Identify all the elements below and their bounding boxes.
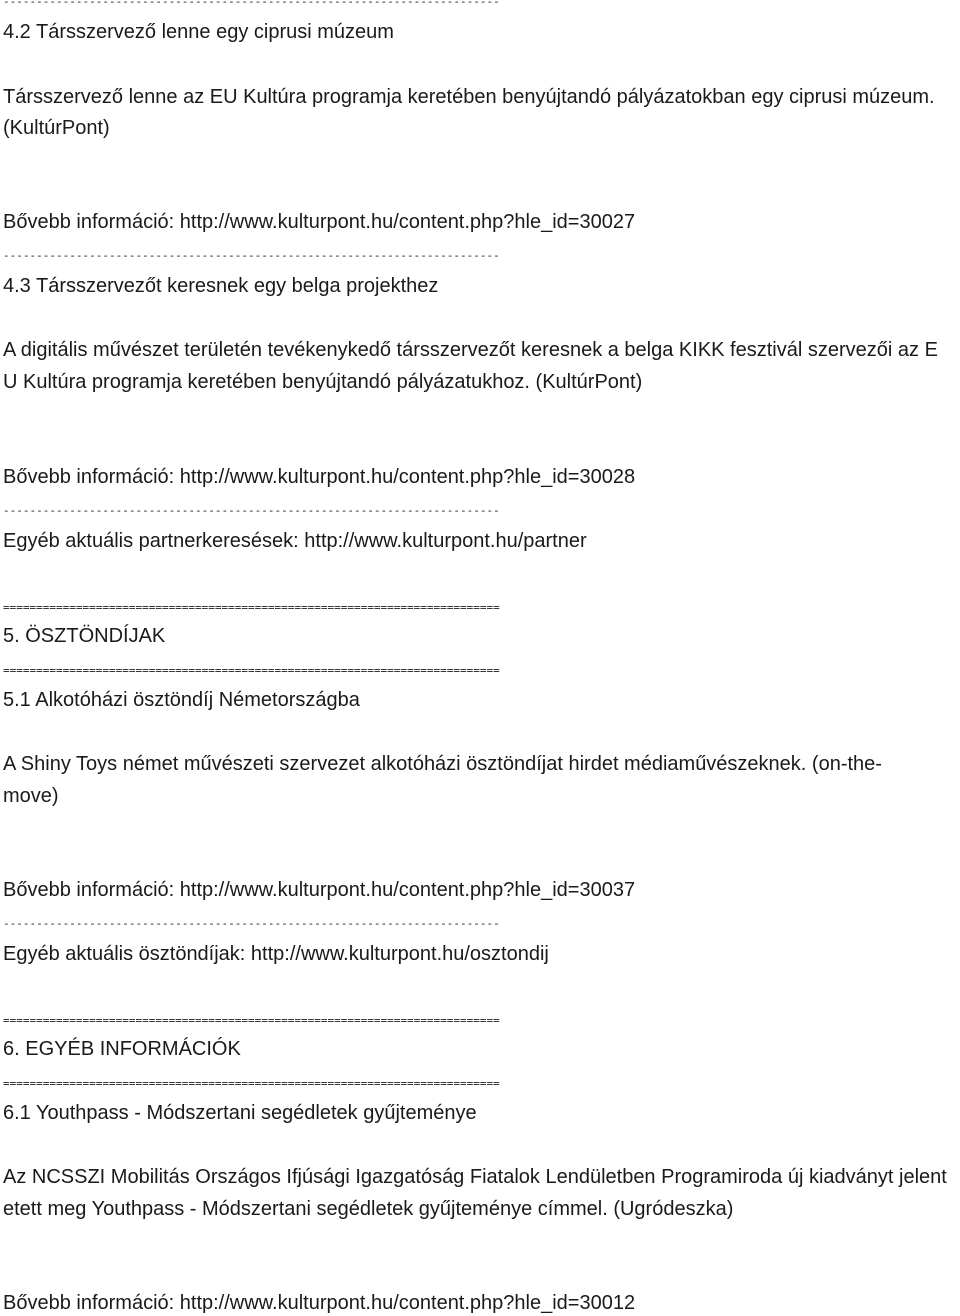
section-5-heading: 5. ÖSZTÖNDÍJAK — [3, 625, 166, 647]
section-6-1-more-info: Bővebb információ: http://www.kulturpont.hu/content.php?hle_id=30012 — [3, 1292, 636, 1314]
section-4-3-heading: 4.3 Társszervezőt keresnek egy belga projekthez — [3, 275, 439, 297]
section-5-1-body-line2: move) — [3, 785, 59, 807]
section-4-2-more-info: Bővebb információ: http://www.kulturpont.hu/content.php?hle_id=30027 — [3, 211, 636, 233]
equals-separator: =========================================================================== — [3, 601, 500, 614]
section-5-1-more-info: Bővebb információ: http://www.kulturpont.hu/content.php?hle_id=30037 — [3, 879, 636, 901]
equals-separator: =========================================================================== — [3, 664, 500, 677]
equals-separator: =========================================================================== — [3, 1077, 500, 1090]
dash-separator: --------------------------------------------------------------------------- — [3, 917, 500, 930]
section-5-other-grants: Egyéb aktuális ösztöndíjak: http://www.kulturpont.hu/osztondij — [3, 943, 549, 965]
section-5-1-heading: 5.1 Alkotóházi ösztöndíj Németországba — [3, 689, 360, 711]
dash-separator: --------------------------------------------------------------------------- — [3, 0, 500, 8]
section-6-1-heading: 6.1 Youthpass - Módszertani segédletek gyűjteménye — [3, 1102, 477, 1124]
section-4-2-body-line1: Társszervező lenne az EU Kultúra programja keretében benyújtandó pályázatokban egy ciprusi múzeum. — [3, 86, 935, 108]
section-4-2-heading: 4.2 Társszervező lenne egy ciprusi múzeum — [3, 21, 394, 43]
section-6-1-body-line2: etett meg Youthpass - Módszertani segédletek gyűjteménye címmel. (Ugródeszka) — [3, 1198, 734, 1220]
section-4-3-body-line2: U Kultúra programja keretében benyújtandó pályázatukhoz. (KultúrPont) — [3, 371, 643, 393]
dash-separator: --------------------------------------------------------------------------- — [3, 504, 500, 517]
section-4-3-body-line1: A digitális művészet területén tevékenykedő társszervezőt keresnek a belga KIKK fesztivál szervezői az E — [3, 339, 938, 361]
section-4-3-more-info: Bővebb információ: http://www.kulturpont.hu/content.php?hle_id=30028 — [3, 466, 636, 488]
section-6-1-body-line1: Az NCSSZI Mobilitás Országos Ifjúsági Igazgatóság Fiatalok Lendületben Programiroda új kiadványt jelent — [3, 1166, 947, 1188]
section-6-heading: 6. EGYÉB INFORMÁCIÓK — [3, 1038, 241, 1060]
section-4-other-partners: Egyéb aktuális partnerkeresések: http://www.kulturpont.hu/partner — [3, 530, 587, 552]
section-5-1-body-line1: A Shiny Toys német művészeti szervezet alkotóházi ösztöndíjat hirdet médiaművészeknek. (on-the- — [3, 753, 882, 775]
dash-separator: --------------------------------------------------------------------------- — [3, 249, 500, 262]
equals-separator: =========================================================================== — [3, 1014, 500, 1027]
section-4-2-body-line2: (KultúrPont) — [3, 117, 110, 139]
